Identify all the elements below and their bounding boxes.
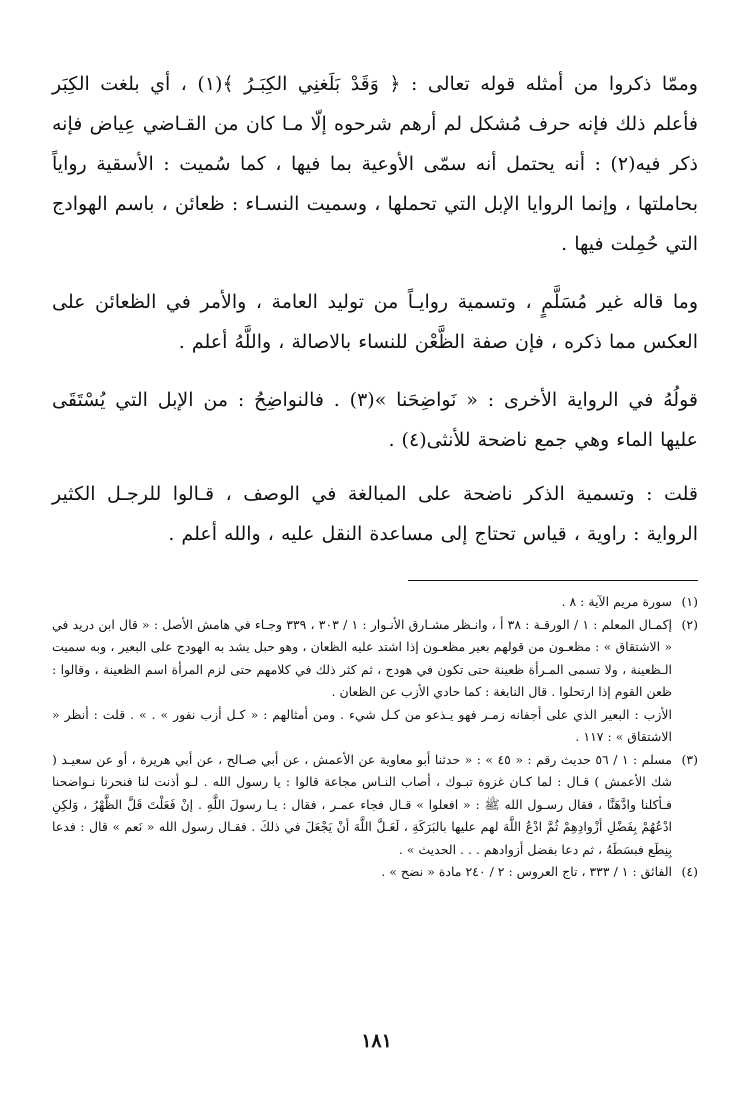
footnote-text: مسلم : ١ / ٥٦ حديث رقم : « ٤٥ » : « حدثنا أبو معاوية عن الأعمش ، عن أبي صـالح ، عن أبي هريرة ، أو عن سعيـد ( شك الأعمش ) قـال : لما كـان غزوة تبـوك ، أصاب النـاس مجاعة قالوا : يا رسول الله . لـو أذنت لنا فنحرنا نـواضحنا فـأكلنا وادَّهَنَّا ، فقال رسـول الله ﷺ : « افعلوا » قـال فجاء عمـر ، فقال : يـا رسولَ اللَّهِ . إنْ فَعَلْتَ قَلَّ الظَّهْرُ ، وَلكِنِ ادْعُهُمْ بِفَضْلِ أزْوادِهِمْ ثُمَّ ادْعُ اللَّهَ لهم عليها بالبَرَكَةِ ، لَعَـلَّ اللَّهَ أنْ يَجْعَلَ في ذلكَ . فقـال رسول الله « نَعم » قال : فدعا بِنِطَع فبسَطَهُ ، ثم دعا بفضل أزوادهم . . . الحديث » . bbox=[52, 751, 672, 857]
page-number: ١٨١ bbox=[361, 1030, 392, 1052]
body-paragraph-1: وممّا ذكروا من أمثله قوله تعالى : ﴿ وَقَدْ بَلَغنِي الكِبَـرُ ﴾(١) ، أي بلغت الكِبَر فأعلم ذلك فإنه حرف مُشكل لم أرهم شرحوه إلّا مـا كان من القـاضي عِياض فإنه ذكر فيه(٢) : أنه يحتمل أنه سمّى الأوعية بما فيها ، كما سُميت : الأسقية رواياً بحاملتها ، وإنما الروايا الإبل التي تحملها ، وسميت النسـاء : ظعائن ، باسم الهوادج التي حُمِلت فيها . bbox=[52, 73, 698, 255]
footnote-4 bbox=[52, 861, 698, 884]
footnote-number: (١) bbox=[681, 594, 698, 609]
footnote-number: (٤) bbox=[681, 864, 698, 879]
footnote-continuation: الأزب : البعير الذي على أجفانه زمـر فهو يـذعو من كـل شيء . ومن أمثالهم : « كـل أزب نفور » . » . قلت : أنظر « الاشتقاق » : ١١٧ . bbox=[52, 706, 672, 744]
footnote-text: الفائق : ١ / ٣٣٣ ، تاج العروس : ٢ / ٢٤٠ مادة « نضح » . bbox=[381, 864, 672, 879]
body-paragraph-4: قلت : وتسمية الذكر ناضحة على المبالغة في الوصف ، قـالوا للرجـل الكثير الرواية : راوية ، قياس تحتاج إلى مساعدة النقل عليه ، والله أعلم . bbox=[52, 483, 698, 545]
footnote-3 bbox=[52, 749, 698, 862]
footnote-1 bbox=[52, 591, 698, 614]
footnote-text: إكمـال المعلم : ١ / الورقـة : ٣٨ أ ، وانـظر مشـارق الأنـوار : ١ / ٣٠٣ ، ٣٣٩ وجـاء في هامش الأصل : « قال ابن دريد في « الاشتقاق » : مظعـون من قولهم بعير مظعـون إذا اشتد عليه الظعان ، وهو حبل يشد به الهودج على البعير ، وبه سميت الـظعينة ، ولا تسمى المـرأة ظعينة حتى تكون في هودج ، ثم كثر ذلك في كلامهم حتى لزم المرأة اسم الظعينة ، وقالوا : ظعن القوم إذا ارتحلوا . قال النابغة : كما حادي الأزب عن الظعان . bbox=[52, 616, 672, 699]
footnotes bbox=[52, 591, 698, 884]
footnote-2 bbox=[52, 614, 698, 749]
footnote-number: (٢) bbox=[681, 616, 698, 632]
page-content bbox=[52, 64, 698, 884]
body-paragraph-3: قولُهُ في الرواية الأخرى : « نَواضِحَنا »(٣) . فالنواضِحُ : من الإبل التي يُسْتَقَى عليها الماء وهي جمع ناضحة للأنثى(٤) . bbox=[52, 389, 698, 451]
footnote-text: سورة مريم الآية : ٨ . bbox=[561, 594, 672, 609]
footnote-divider bbox=[408, 580, 698, 581]
body-paragraph-2: وما قاله غير مُسَلَّمٍ ، وتسمية روايـاً من توليد العامة ، والأمر في الظعائن على العكس مما ذكره ، فإن صفة الظَّعْن للنساء بالاصالة ، واللَّهُ أعلم . bbox=[52, 291, 698, 353]
footnote-number: (٣) bbox=[681, 751, 698, 767]
